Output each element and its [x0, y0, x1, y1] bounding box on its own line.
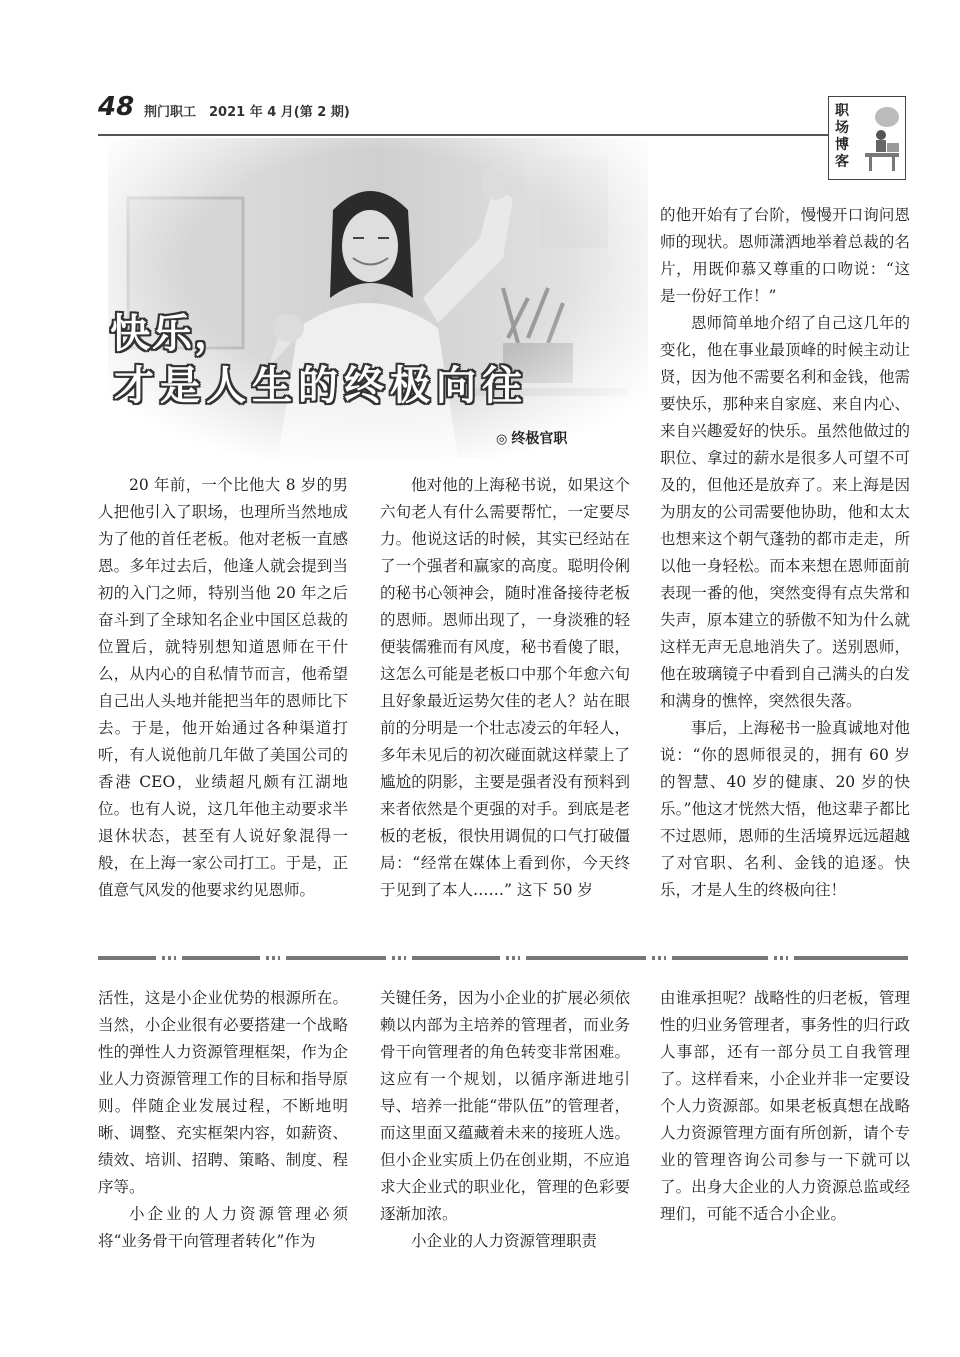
article-title — [110, 308, 528, 412]
article-column-1 — [98, 472, 348, 904]
lower-column-3 — [660, 985, 910, 1228]
paragraph: 关键任务，因为小企业的扩展必须依赖以内部为主培养的管理者，而业务骨干向管理者的角色转变非常困难。这应有一个规划，以循序渐进地引导、培养一批能“带队伍”的管理者，而这里面又蕴藏着未来的接班人选。但小企业实质上仍在创业期，不应追求大企业式的职业化，管理的色彩要逐渐加浓。 — [380, 989, 630, 1223]
section-illustration-icon — [857, 101, 903, 175]
title-line-2: 才是人生的终极向往 — [114, 362, 528, 409]
section-label: 职场博客 — [835, 103, 849, 170]
paragraph: 事后，上海秘书一脸真诚地对他说：“你的恩师很灵的，拥有 60 岁的智慧、40 岁的健康、20 岁的快乐。”他这才恍然大悟，他这辈子都比不过恩师，恩师的生活境界远远超越了对官职、名利、金钱的追逐。快乐，才是人生的终极向往！ — [660, 719, 910, 899]
page-header — [98, 92, 818, 132]
publication-info: 荆门职工 2021 年 4 月(第 2 期) — [144, 105, 350, 120]
section-badge — [828, 96, 906, 180]
paragraph: 由谁承担呢？战略性的归老板，管理性的归业务管理者，事务性的归行政人事部，还有一部分员工自我管理了。这样看来，小企业并非一定要设个人力资源部。如果老板真想在战略人力资源管理方面有所创新，请个专业的管理咨询公司参与一下就可以了。出身大企业的人力资源总监或经理们，可能不适合小企业。 — [660, 989, 910, 1223]
paragraph: 他对他的上海秘书说，如果这个六旬老人有什么需要帮忙，一定要尽力。他说这话的时候，其实已经站在了一个强者和赢家的高度。聪明伶俐的秘书心领神会，随时准备接待老板的恩师。恩师出现了，一身淡雅的轻便装儒雅而有风度，秘书看傻了眼，这怎么可能是老板口中那个年愈六旬且好象最近运势欠佳的老人？站在眼前的分明是一个壮志凌云的年轻人，多年未见后的初次碰面就这样蒙上了尴尬的阴影，主要是强者没有预料到来者依然是个更强的对手。到底是老板的老板，很快用调侃的口气打破僵局：“经常在媒体上看到你，今天终于见到了本人……” 这下 50 岁 — [380, 476, 630, 899]
paragraph: 小企业的人力资源管理必须将“业务骨干向管理者转化”作为 — [98, 1205, 348, 1250]
lower-column-1 — [98, 985, 348, 1255]
section-divider — [98, 955, 908, 961]
author-name: 终极官职 — [511, 431, 568, 447]
byline — [496, 428, 567, 448]
paragraph: 的他开始有了台阶，慢慢开口询问恩师的现状。恩师潇洒地举着总裁的名片，用既仰慕又尊重的口吻说：“这是一份好工作！” — [660, 206, 910, 305]
lower-column-2 — [380, 985, 630, 1255]
title-line-1: 快乐， — [110, 310, 236, 357]
article-column-3 — [660, 202, 910, 904]
header-rule — [98, 134, 828, 136]
paragraph: 小企业的人力资源管理职责 — [411, 1232, 598, 1250]
article-column-2 — [380, 472, 630, 904]
page-number: 48 — [98, 92, 135, 122]
paragraph: 20 年前，一个比他大 8 岁的男人把他引入了职场，也理所当然地成为了他的首任老板。他对老板一直感恩。多年过去后，他逢人就会提到当初的入门之师，特别当他 20 年之后奋斗到了全球知名企业中国区总裁的位置后，就特别想知道恩师在干什么，从内心的自私情节而言，他希望自己出人头地并能把当年的恩师比下去。于是，他开始通过各种渠道打听，有人说他前几年做了美国公司的香港 CEO，业绩超凡颇有江湖地位。也有人说，这几年他主动要求半退休状态，甚至有人说好象混得一般，在上海一家公司打工。于是，正值意气风发的他要求约见恩师。 — [98, 476, 348, 899]
paragraph: 恩师简单地介绍了自己这几年的变化，他在事业最顶峰的时候主动让贤，因为他不需要名利和金钱，他需要快乐，那种来自家庭、来自内心、来自兴趣爱好的快乐。虽然他做过的职位、拿过的薪水是很多人可望不可及的，但他还是放弃了。来上海是因为朋友的公司需要他协助，他和太太也想来这个朝气蓬勃的都市走走，所以他一身轻松。而本来想在恩师面前表现一番的他，突然变得有点失常和失声，原本建立的骄傲不知为什么就这样无声无息地消失了。送别恩师，他在玻璃镜子中看到自己满头的白发和满身的憔悴，突然很失落。 — [660, 314, 910, 710]
byline-mark: ◎ — [496, 432, 508, 447]
paragraph: 活性，这是小企业优势的根源所在。当然，小企业很有必要搭建一个战略性的弹性人力资源管理框架，作为企业人力资源管理工作的目标和指导原则。伴随企业发展过程，不断地明晰、调整、充实框架内容，如薪资、绩效、培训、招聘、策略、制度、程序等。 — [98, 989, 348, 1196]
